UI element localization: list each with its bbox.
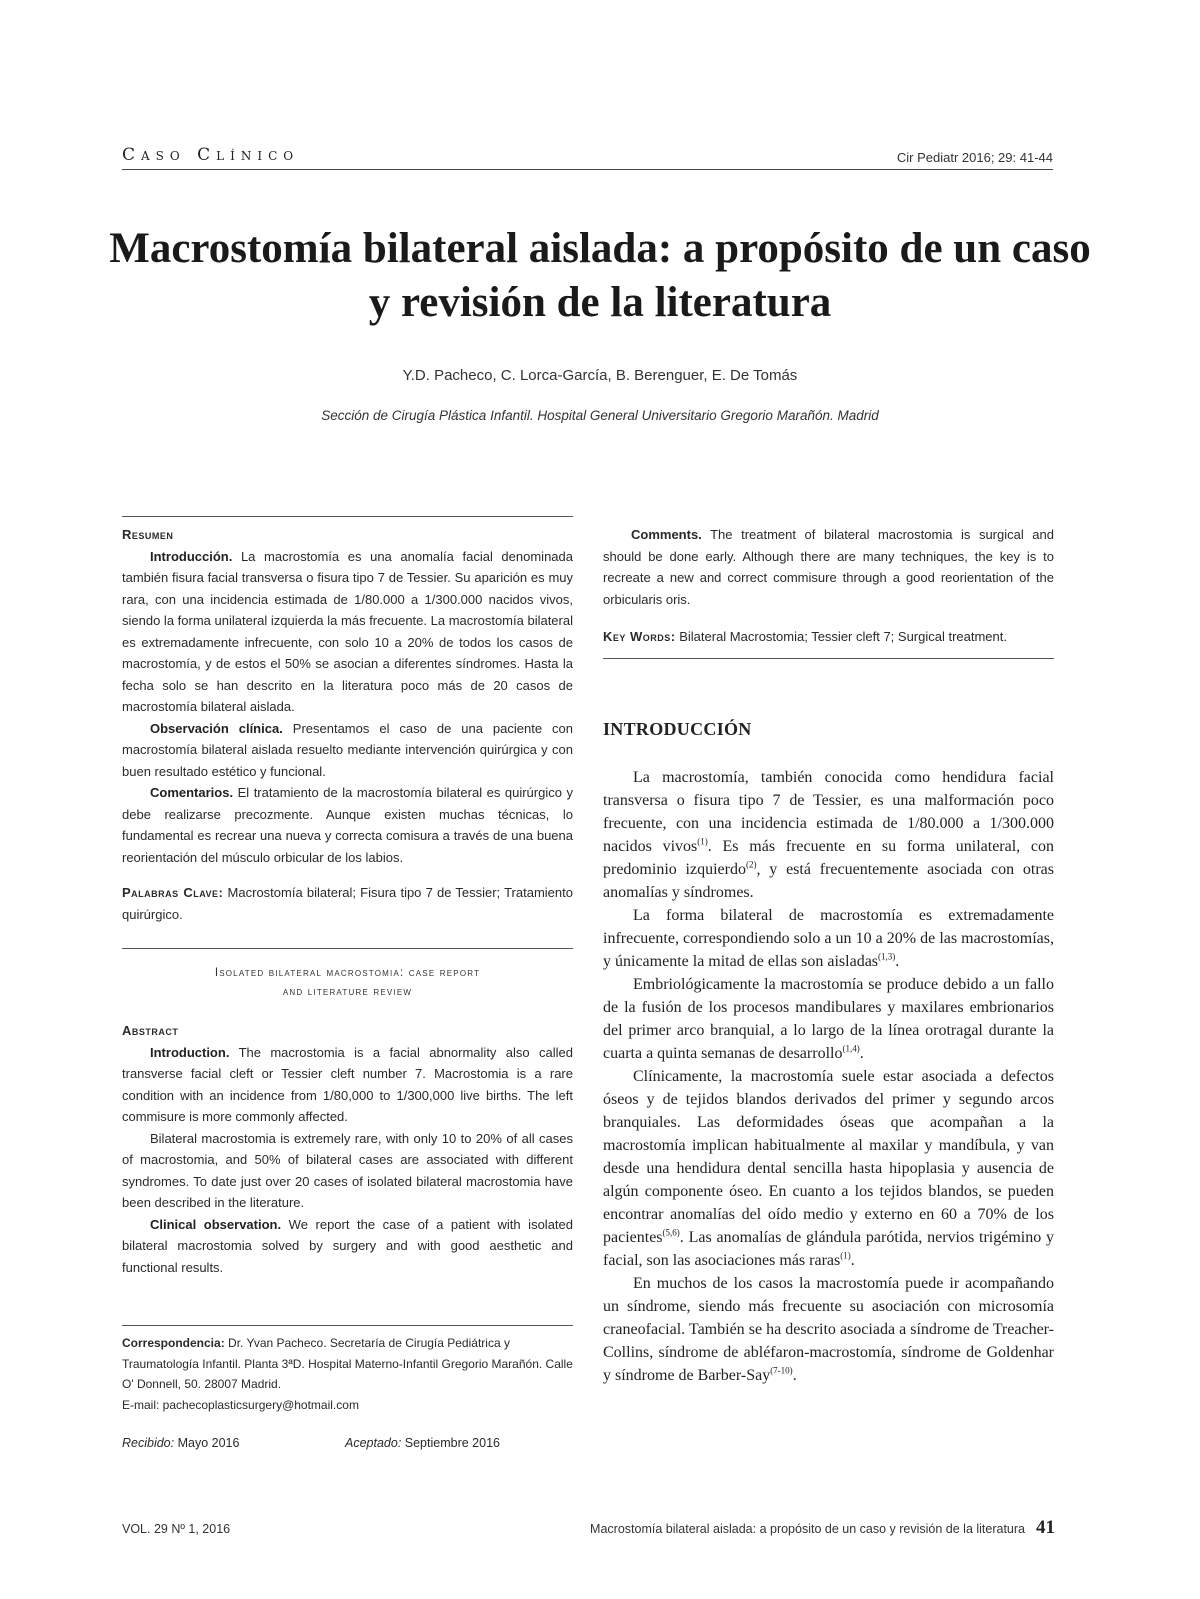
resumen-keywords: Palabras Clave: Macrostomía bilateral; Fisura tipo 7 de Tessier; Tratamiento quirúrgico. <box>122 885 573 922</box>
title-line-1: Macrostomía bilateral aislada: a propósito de un caso <box>109 225 1091 272</box>
resumen-introduction: Introducción. La macrostomía es una anomalía facial denominada también fisura facial transversa o fisura tipo 7 de Tessier. Su aparición es muy rara, con una incidencia estimada de 1/80.000 a 1/300.000 nacidos vivos, siendo la forma unilateral izquierda la más frecuente. La macrostomía bilateral es extremadamente infrecuente, con solo 10 a 20% de todos los casos de macrostomía, y de estos el 50% se asocian a diferentes síndromes. Hasta la fecha solo se han descrito en la literatura poco más de 20 casos de macrostomía bilateral aislada. <box>122 548 573 714</box>
intro-paragraph-1: La macrostomía, también conocida como hendidura facial transversa o fisura tipo 7 de Tessier, es una malformación poco frecuente, con una incidencia estimada de 1/80.000 a 1/300.000 nacidos vivos$^{(1)}$. Es más frecuente en su forma unilateral, con predominio izquierdo$^{(2)}$, y está frecuentemente asociada con otras anomalías y síndromes. <box>603 769 1055 901</box>
received-date: Recibido: Mayo 2016 <box>122 1436 240 1450</box>
footer-running-title: Macrostomía bilateral aislada: a propósito de un caso y revisión de la literatura <box>590 1522 1025 1536</box>
correspondence-email: E-mail: pachecoplasticsurgery@hotmail.com <box>122 1397 359 1412</box>
abstract-heading: Abstract <box>122 1023 179 1038</box>
footer-volume: VOL. 29 Nº 1, 2016 <box>122 1522 231 1536</box>
correspondence-divider <box>122 1325 573 1326</box>
abstract-paragraph-2: Bilateral macrostomia is extremely rare, with only 10 to 20% of all cases of macrostomia, and 50% of bilateral cases are associated with different syndromes. To date just over 20 cases of isolated bilateral macrostomia have been described in the literature. <box>122 1130 573 1210</box>
resumen-top-divider <box>122 516 573 517</box>
abstract-continuation <box>603 524 1054 648</box>
authors: Y.D. Pacheco, C. Lorca-García, B. Berenguer, E. De Tomás <box>402 367 798 384</box>
resumen-heading: Resumen <box>122 527 174 542</box>
intro-paragraph-5: En muchos de los casos la macrostomía puede ir acompañando un síndrome, siendo más frecuente su asociación con microsomía craneofacial. También se ha descrito asociada a síndrome de Treacher-Collins, síndrome de abléfaron-macrostomía, síndrome de Goldenhar y síndrome de Barber-Say$^{(7-10)}$. <box>603 1275 1054 1384</box>
title-line-2: y revisión de la literatura <box>368 279 832 326</box>
intro-paragraph-3: Embriológicamente la macrostomía se produce debido a un fallo de la fusión de los procesos mandibulares y maxilares embrionarios del primer arco branquial, a lo largo de la línea orotragal durante la cuarta a quinta semanas de desarrollo$^{(1,4)}$. <box>603 976 1054 1062</box>
accepted-date: Aceptado: Septiembre 2016 <box>345 1436 500 1450</box>
introduction-body <box>603 766 1054 1387</box>
correspondence <box>122 1333 573 1415</box>
abstract-section <box>122 1020 573 1278</box>
header-divider <box>122 169 1053 170</box>
resumen-section <box>122 524 573 925</box>
intro-paragraph-2: La forma bilateral de macrostomía es extremadamente infrecuente, correspondiendo solo a un 10 a 20% de las macrostomías, y únicamente la mitad de ellas son aisladas$^{(1,3)}$. <box>603 907 1054 970</box>
keywords-bottom-divider <box>603 658 1054 659</box>
article-title <box>100 222 1100 330</box>
abstract-comments: Comments. The treatment of bilateral macrostomia is surgical and should be done early. Although there are many techniques, the key is to recreate a new and correct commisure through a good reorientation of the orbicularis oris. <box>603 527 1054 607</box>
english-title: Isolated bilateral macrostomia: case report and literature review <box>214 967 481 998</box>
introduction-heading: INTRODUCCIÓN <box>603 719 752 739</box>
resumen-comments: Comentarios. El tratamiento de la macrostomía bilateral es quirúrgico y debe realizarse precozmente. Aunque existen muchas técnicas, lo fundamental es recrear una nueva y correcta comisura a través de una buena reorientación del músculo orbicular de los labios. <box>122 785 573 865</box>
section-label: Caso Clínico <box>122 145 300 165</box>
abstract-observation: Clinical observation. We report the case of a patient with isolated bilateral macrostomia solved by surgery and with good aesthetic and functional results. <box>122 1216 573 1275</box>
abstract-keywords: Key Words: Bilateral Macrostomia; Tessier cleft 7; Surgical treatment. <box>603 629 1007 644</box>
correspondence-address: Correspondencia: Dr. Yvan Pacheco. Secretaría de Cirugía Pediátrica y Traumatología Infantil. Planta 3ªD. Hospital Materno-Infantil Gregorio Marañón. Calle O' Donnell, 50. 28007 Madrid. <box>122 1336 573 1391</box>
abstract-top-divider <box>122 948 573 949</box>
page-number: 41 <box>1036 1517 1055 1538</box>
resumen-observation: Observación clínica. Presentamos el caso de una paciente con macrostomía bilateral aislada resuelto mediante intervención quirúrgica y con buen resultado estético y funcional. <box>122 720 573 779</box>
affiliation: Sección de Cirugía Plástica Infantil. Hospital General Universitario Gregorio Marañón. Madrid <box>321 408 879 423</box>
journal-reference: Cir Pediatr 2016; 29: 41-44 <box>896 150 1053 165</box>
intro-paragraph-4: Clínicamente, la macrostomía suele estar asociada a defectos óseos y de tejidos blandos derivados del primer y segundo arcos branquiales. Las deformidades óseas que acompañan a la macrostomía implican habitualmente al maxilar y mandíbula, y van desde una hendidura dental sencilla hasta hipoplasia y ausencia de algún componente óseo. En cuanto a los tejidos blandos, se pueden encontrar anomalías del oído medio y externo en 60 a 70% de los pacientes$^{(5,6)}$. Las anomalías de glándula parótida, nervios trigémino y facial, son las asociaciones más raras$^{(1)}$. <box>603 1068 1054 1269</box>
abstract-introduction: Introduction. The macrostomia is a facial abnormality also called transverse facial cleft or Tessier cleft number 7. Macrostomia is a rare condition with an incidence from 1/80,000 to 1/300,000 live births. The left commisure is more commonly affected. <box>122 1044 573 1124</box>
